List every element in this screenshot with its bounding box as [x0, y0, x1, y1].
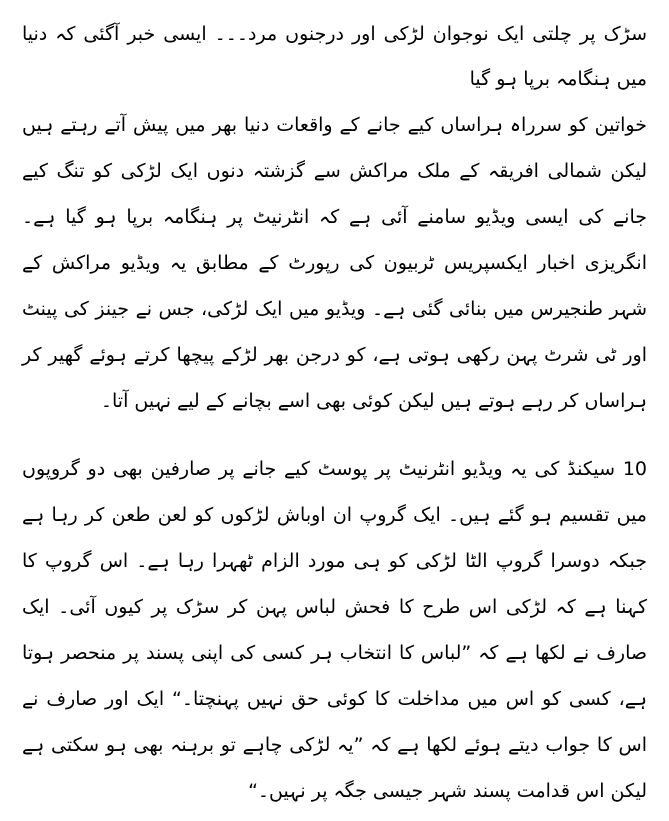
article-paragraph-1: خواتین کو سرراہ ہراساں کیے جانے کے واقعات دنیا بھر میں پیش آتے رہتے ہیں لیکن شمالی افریقہ کے ملک مراکش سے گزشتہ دنوں ایک لڑکی کو تنگ کیے جانے کی ایسی ویڈیو سامنے آئی ہے کہ انٹرنیٹ پر ہنگامہ برپا ہو گیا ہے۔ انگریزی اخبار ایکسپریس ٹربیون کی رپورٹ کے مطابق یہ ویڈیو مراکش کے شہر طنجیرس میں بنائی گئی ہے۔ ویڈیو میں ایک لڑکی، جس نے جینز کی پینٹ اور ٹی شرٹ پہن رکھی ہوتی ہے، کو درجن بھر لڑکے پیچھا کرتے ہوئے گھیر کر ہراساں کر رہے ہوتے ہیں لیکن کوئی بھی اسے بچانے کے لیے نہیں آتا۔: [22, 114, 647, 412]
article-paragraph-2: 10 سیکنڈ کی یہ ویڈیو انٹرنیٹ پر پوسٹ کیے جانے پر صارفین بھی دو گروپوں میں تقسیم ہو گئے ہیں۔ ایک گروپ ان اوباش لڑکوں کو لعن طعن کر رہا ہے جبکہ دوسرا گروپ الٹا لڑکی کو ہی مورد الزام ٹھہرا رہا ہے۔ اس گروپ کا کہنا ہے کہ لڑکی اس طرح کا فحش لباس پہن کر سڑک پر کیوں آئی۔ ایک صارف نے لکھا ہے کہ ”لباس کا انتخاب ہر کسی کی اپنی پسند پر منحصر ہوتا ہے، کسی کو اس میں مداخلت کا کوئی حق نہیں پہنچتا۔“ ایک اور صارف نے اس کا جواب دیتے ہوئے لکھا ہے کہ ”یہ لڑکی چاہے تو برہنہ بھی ہو سکتی ہے لیکن اس قدامت پسند شہر جیسی جگہ پر نہیں۔“: [22, 458, 647, 802]
article-headline: سڑک پر چلتی ایک نوجوان لڑکی اور درجنوں مرد۔۔۔ ایسی خبر آگئی کہ دنیا میں ہنگامہ برپا ہو گیا: [22, 23, 647, 90]
